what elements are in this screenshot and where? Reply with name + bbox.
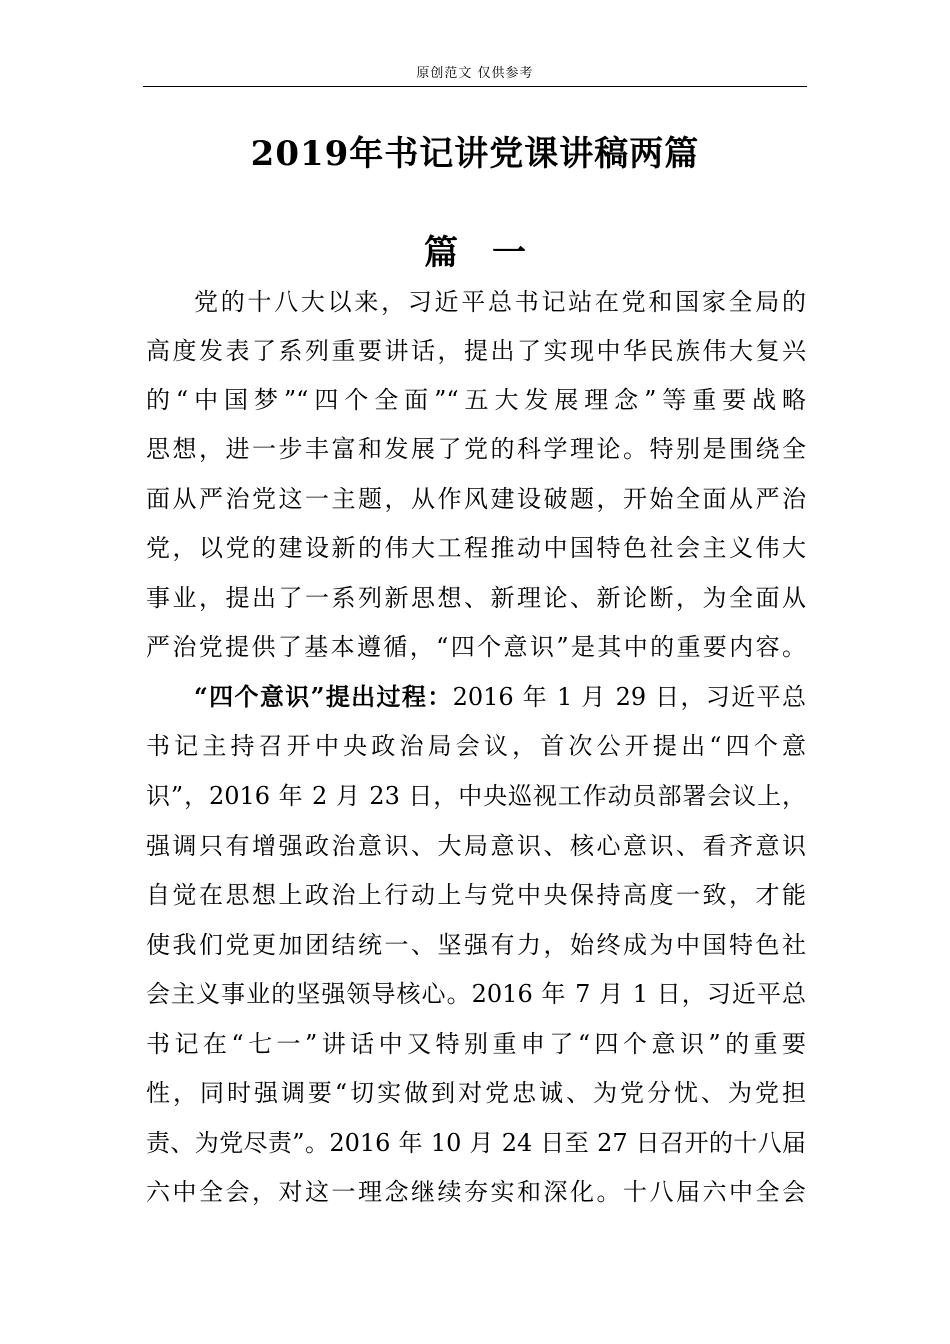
paragraph-line: 会主义事业的坚强领导核心。2016 年 7 月 1 日，习近平总	[146, 980, 806, 1008]
paragraph-line: 事业，提出了一系列新思想、新理论、新论断，为全面从	[146, 584, 806, 612]
paragraph-lead-rest: 2016 年 1 月 29 日，习近平总	[452, 683, 807, 711]
paragraph-line: 的“中国梦”“四个全面”“五大发展理念”等重要战略	[146, 386, 806, 414]
paragraph-line: 自觉在思想上政治上行动上与党中央保持高度一致，才能	[146, 881, 806, 909]
paragraph-line: 党，以党的建设新的伟大工程推动中国特色社会主义伟大	[146, 534, 806, 562]
paragraph-lead-line	[194, 682, 806, 712]
paragraph-line: 强调只有增强政治意识、大局意识、核心意识、看齐意识	[146, 832, 806, 860]
paragraph-line: 书记在“七一”讲话中又特别重申了“四个意识”的重要	[146, 1030, 806, 1058]
page-header-text: 原创范文 仅供参考	[416, 66, 534, 81]
paragraph-line: 六中全会，对这一理念继续夯实和深化。十八届六中全会	[146, 1178, 806, 1206]
document-title: 2019年书记讲党课讲稿两篇	[250, 134, 700, 174]
paragraph-line: 思想，进一步丰富和发展了党的科学理论。特别是围绕全	[146, 435, 806, 463]
paragraph-line: 严治党提供了基本遵循，“四个意识”是其中的重要内容。	[146, 633, 806, 661]
header-divider	[143, 86, 807, 87]
paragraph-line: 责、为党尽责”。2016 年 10 月 24 日至 27 日召开的十八届	[146, 1129, 806, 1157]
paragraph-line: 书记主持召开中央政治局会议，首次公开提出“四个意	[146, 732, 806, 760]
paragraph-line: 党的十八大以来，习近平总书记站在党和国家全局的	[194, 288, 806, 316]
paragraph-line: 识”，2016 年 2 月 23 日，中央巡视工作动员部署会议上，	[146, 782, 806, 810]
paragraph-lead-bold: “四个意识”提出过程：	[194, 682, 453, 711]
section-title: 篇 一	[424, 233, 526, 273]
paragraph-line: 性，同时强调要“切实做到对党忠诚、为党分忧、为党担	[146, 1079, 806, 1107]
paragraph-line: 面从严治党这一主题，从作风建设破题，开始全面从严治	[146, 485, 806, 513]
paragraph-line: 高度发表了系列重要讲话，提出了实现中华民族伟大复兴	[146, 337, 806, 365]
paragraph-line: 使我们党更加团结统一、坚强有力，始终成为中国特色社	[146, 931, 806, 959]
